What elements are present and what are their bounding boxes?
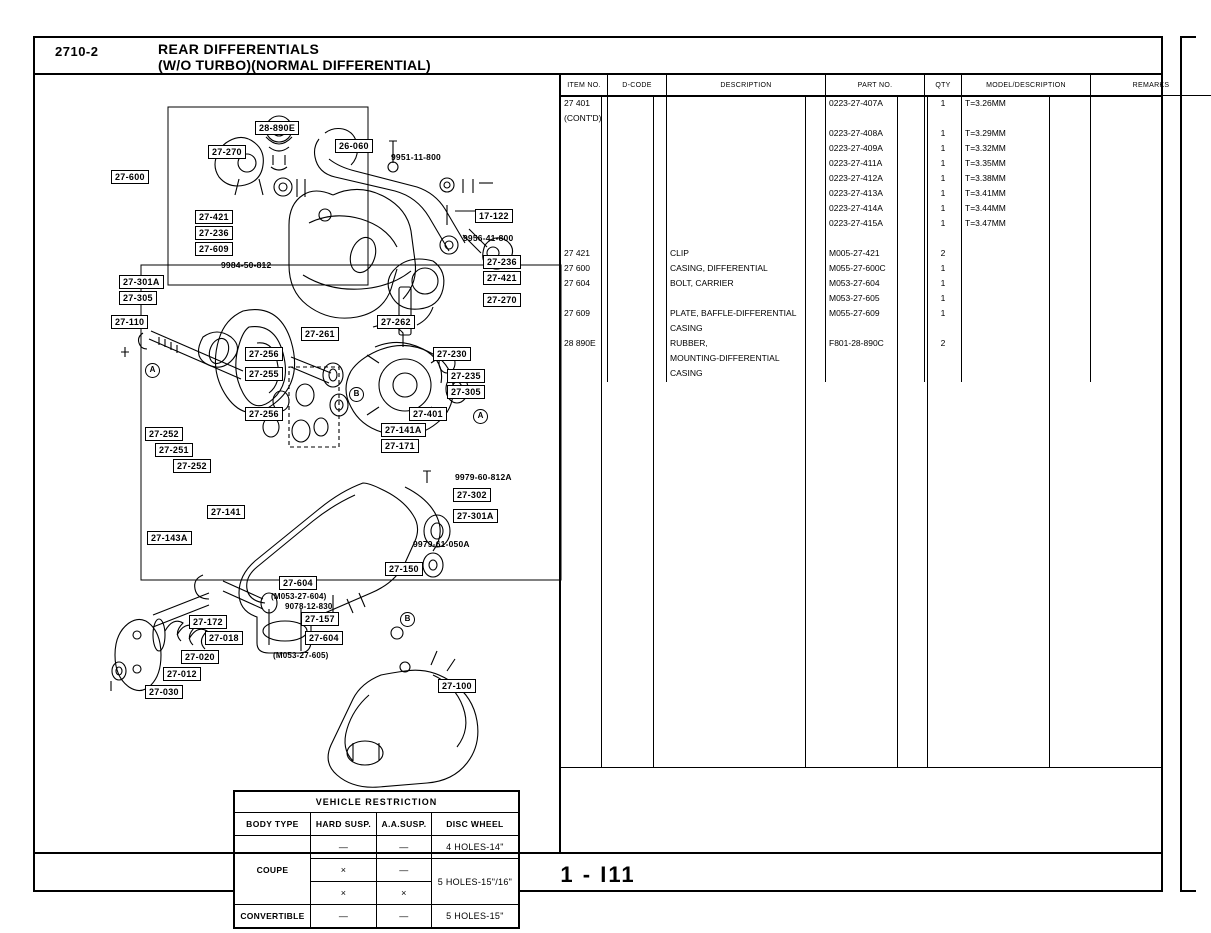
cell-d-code [608, 172, 667, 187]
page-title [158, 41, 431, 73]
cell-d-code [608, 232, 667, 247]
cell-qty: 1 [925, 157, 962, 172]
cell-model [962, 112, 1091, 127]
restriction-hard: × [310, 859, 376, 882]
callout-27-157: 27-157 [301, 612, 339, 626]
restriction-aa: — [377, 859, 432, 882]
callout-28-890e: 28-890E [255, 121, 299, 135]
cell-item-no [561, 292, 608, 307]
cell-remarks [1091, 292, 1211, 307]
cell-remarks [1091, 127, 1211, 142]
cell-qty [925, 352, 962, 367]
cell-description [667, 202, 826, 217]
cell-qty: 1 [925, 217, 962, 232]
cell-remarks [1091, 157, 1211, 172]
callout-m053-27-605: (M053-27-605) [273, 651, 329, 660]
cell-part-no: M053-27-605 [826, 292, 925, 307]
callout-27-609: 27-609 [195, 242, 233, 256]
cell-description [667, 172, 826, 187]
cell-item-no [561, 352, 608, 367]
callout-27-301a-right: 27-301A [453, 509, 498, 523]
cell-remarks [1091, 277, 1211, 292]
restriction-body-type: CONVERTIBLE [235, 905, 311, 928]
table-row [561, 352, 1211, 367]
cell-item-no [561, 142, 608, 157]
cell-description [667, 217, 826, 232]
callout-27-251: 27-251 [155, 443, 193, 457]
cell-d-code [608, 367, 667, 382]
cell-item-no [561, 217, 608, 232]
cell-d-code [608, 217, 667, 232]
cell-d-code [608, 352, 667, 367]
callout-27-305-right: 27-305 [447, 385, 485, 399]
restriction-wheel: 5 HOLES-15"/16" [431, 859, 518, 905]
cell-item-no [561, 172, 608, 187]
callout-27-172: 27-172 [189, 615, 227, 629]
table-row [561, 307, 1211, 322]
cell-qty [925, 232, 962, 247]
table-row [561, 172, 1211, 187]
callout-27-604-upper: 27-604 [279, 576, 317, 590]
cell-qty [925, 112, 962, 127]
cell-remarks [1091, 142, 1211, 157]
cell-part-no [826, 322, 925, 337]
cell-qty: 2 [925, 247, 962, 262]
cell-part-no: 0223-27-409A [826, 142, 925, 157]
table-row [561, 187, 1211, 202]
cell-remarks [1091, 202, 1211, 217]
col-header-item-no: ITEM NO. [561, 75, 608, 96]
cell-description: PLATE, BAFFLE-DIFFERENTIAL [667, 307, 826, 322]
cell-d-code [608, 202, 667, 217]
cell-item-no [561, 202, 608, 217]
cell-part-no: F801-28-890C [826, 337, 925, 352]
cell-item-no: 27 604 [561, 277, 608, 292]
cell-part-no [826, 352, 925, 367]
cell-part-no: 0223-27-412A [826, 172, 925, 187]
cell-remarks [1091, 112, 1211, 127]
cell-remarks [1091, 97, 1211, 112]
restriction-body-type: COUPE [235, 836, 311, 905]
col-header-model-description: MODEL/DESCRIPTION [962, 75, 1091, 96]
cell-description [667, 187, 826, 202]
page-title-line1: REAR DIFFERENTIALS [158, 41, 320, 57]
cell-qty: 1 [925, 292, 962, 307]
restriction-aa: — [377, 836, 432, 859]
callout-27-236-right: 27-236 [483, 255, 521, 269]
callout-27-012: 27-012 [163, 667, 201, 681]
cell-model [962, 262, 1091, 277]
parts-table-header [561, 75, 1170, 97]
cell-d-code [608, 247, 667, 262]
cell-part-no: 0223-27-407A [826, 97, 925, 112]
cell-part-no [826, 112, 925, 127]
cell-description: BOLT, CARRIER [667, 277, 826, 292]
restriction-title: VEHICLE RESTRICTION [235, 792, 519, 813]
callout-27-020: 27-020 [181, 650, 219, 664]
cell-model: T=3.26MM [962, 97, 1091, 112]
restriction-aa: — [377, 905, 432, 928]
table-row [561, 322, 1211, 337]
callout-27-150: 27-150 [385, 562, 423, 576]
table-row [561, 97, 1211, 112]
cell-item-no [561, 322, 608, 337]
cell-d-code [608, 307, 667, 322]
callout-27-171: 27-171 [381, 439, 419, 453]
cell-part-no: 0223-27-411A [826, 157, 925, 172]
callout-27-252-upper: 27-252 [145, 427, 183, 441]
cell-remarks [1091, 172, 1211, 187]
cell-item-no: 27 609 [561, 307, 608, 322]
callout-27-235: 27-235 [447, 369, 485, 383]
callout-27-270-top: 27-270 [208, 145, 246, 159]
cell-d-code [608, 157, 667, 172]
cell-d-code [608, 142, 667, 157]
callout-27-256-upper: 27-256 [245, 347, 283, 361]
cell-d-code [608, 127, 667, 142]
cell-part-no: 0223-27-414A [826, 202, 925, 217]
cell-model: T=3.32MM [962, 142, 1091, 157]
cell-description: CASING [667, 322, 826, 337]
cell-qty: 1 [925, 172, 962, 187]
cell-description: CLIP [667, 247, 826, 262]
table-row [561, 217, 1211, 232]
cell-qty: 2 [925, 337, 962, 352]
cell-description [667, 142, 826, 157]
cell-model [962, 277, 1091, 292]
cell-model: T=3.29MM [962, 127, 1091, 142]
cell-qty: 1 [925, 97, 962, 112]
cell-item-no [561, 157, 608, 172]
cell-d-code [608, 187, 667, 202]
cell-model: T=3.38MM [962, 172, 1091, 187]
cell-part-no: M055-27-600C [826, 262, 925, 277]
callout-27-302: 27-302 [453, 488, 491, 502]
callout-27-262: 27-262 [377, 315, 415, 329]
cell-item-no [561, 367, 608, 382]
callout-27-600: 27-600 [111, 170, 149, 184]
cell-model [962, 352, 1091, 367]
restriction-aa: × [377, 882, 432, 905]
cell-model [962, 232, 1091, 247]
callout-9979-60-812a: 9979-60-812A [455, 472, 512, 482]
cell-description: CASING [667, 367, 826, 382]
callout-27-401: 27-401 [409, 407, 447, 421]
callout-27-255: 27-255 [245, 367, 283, 381]
restriction-header-aa: A.A.SUSP. [377, 813, 432, 836]
callout-17-122: 17-122 [475, 209, 513, 223]
cell-part-no: 0223-27-415A [826, 217, 925, 232]
cell-part-no: 0223-27-413A [826, 187, 925, 202]
cell-description: MOUNTING-DIFFERENTIAL [667, 352, 826, 367]
col-header-d-code: D-CODE [608, 75, 667, 96]
callout-9956-41-800: 9956-41-800 [463, 233, 514, 243]
section-mark-b-left: B [349, 387, 364, 402]
cell-item-no [561, 232, 608, 247]
callout-27-230: 27-230 [433, 347, 471, 361]
table-row [561, 202, 1211, 217]
col-header-qty: QTY [925, 75, 962, 96]
restriction-wheel: 5 HOLES-15" [431, 905, 518, 928]
section-mark-a-right: A [473, 409, 488, 424]
cell-part-no: M055-27-609 [826, 307, 925, 322]
cell-remarks [1091, 217, 1211, 232]
callout-9979-61-050a: 9979-61-050A [413, 539, 470, 549]
cell-qty: 1 [925, 307, 962, 322]
table-row [561, 247, 1211, 262]
cell-qty: 1 [925, 187, 962, 202]
page-header [33, 36, 1163, 75]
table-row [561, 292, 1211, 307]
callout-27-236-left: 27-236 [195, 226, 233, 240]
callout-27-100: 27-100 [438, 679, 476, 693]
callout-27-301a-left: 27-301A [119, 275, 164, 289]
cell-description: RUBBER, [667, 337, 826, 352]
cell-qty: 1 [925, 202, 962, 217]
cell-model [962, 247, 1091, 262]
callout-27-110: 27-110 [111, 315, 148, 329]
restriction-header-hard: HARD SUSP. [310, 813, 376, 836]
section-mark-b-right: B [400, 612, 415, 627]
table-row [561, 262, 1211, 277]
table-row [561, 337, 1211, 352]
cell-part-no: M005-27-421 [826, 247, 925, 262]
callout-9951-11-800: 9951-11-800 [391, 152, 441, 162]
cell-description [667, 97, 826, 112]
cell-model: T=3.35MM [962, 157, 1091, 172]
cell-item-no: 27 401 [561, 97, 608, 112]
cell-model [962, 367, 1091, 382]
callout-27-256-lower: 27-256 [245, 407, 283, 421]
cell-description: CASING, DIFFERENTIAL [667, 262, 826, 277]
cell-model [962, 292, 1091, 307]
page-number: 1 - I11 [560, 862, 636, 887]
exploded-diagram [33, 75, 561, 921]
cell-model: T=3.41MM [962, 187, 1091, 202]
callout-27-141: 27-141 [207, 505, 245, 519]
restriction-hard: — [310, 905, 376, 928]
parts-table-body [561, 97, 1163, 768]
cell-d-code [608, 337, 667, 352]
callout-27-261: 27-261 [301, 327, 339, 341]
callout-27-421-left: 27-421 [195, 210, 233, 224]
restriction-row [235, 905, 519, 928]
cell-item-no: 27 600 [561, 262, 608, 277]
cell-part-no [826, 232, 925, 247]
callout-27-141a: 27-141A [381, 423, 426, 437]
callout-27-305-left: 27-305 [119, 291, 157, 305]
cell-description [667, 112, 826, 127]
callout-27-252-lower: 27-252 [173, 459, 211, 473]
cell-d-code [608, 322, 667, 337]
cell-item-no [561, 127, 608, 142]
section-mark-a-left: A [145, 363, 160, 378]
cell-part-no: 0223-27-408A [826, 127, 925, 142]
callout-27-270-right: 27-270 [483, 293, 521, 307]
table-row [561, 367, 1211, 382]
callout-27-018: 27-018 [205, 631, 243, 645]
cell-remarks [1091, 262, 1211, 277]
table-row [561, 112, 1211, 127]
restriction-hard: × [310, 882, 376, 905]
cell-description [667, 157, 826, 172]
restriction-wheel: 4 HOLES-14" [431, 836, 518, 859]
col-header-description: DESCRIPTION [667, 75, 826, 96]
callout-27-604-lower: 27-604 [305, 631, 343, 645]
callout-9078-12-830: 9078-12-830 [285, 602, 333, 611]
cell-description [667, 292, 826, 307]
cell-item-no: (CONT'D) [561, 112, 608, 127]
cell-item-no: 28 890E [561, 337, 608, 352]
page-title-line2: (W/O TURBO)(NORMAL DIFFERENTIAL) [158, 57, 431, 73]
parts-list [561, 75, 1170, 852]
cell-d-code [608, 277, 667, 292]
cell-model: T=3.47MM [962, 217, 1091, 232]
callout-27-030: 27-030 [145, 685, 183, 699]
callout-27-143a: 27-143A [147, 531, 192, 545]
cell-qty: 1 [925, 262, 962, 277]
restriction-header-body: BODY TYPE [235, 813, 311, 836]
callout-9984-50-812: 9984-50-812 [221, 260, 272, 270]
table-row [561, 232, 1211, 247]
cell-remarks [1091, 247, 1211, 262]
table-row [561, 157, 1211, 172]
cell-d-code [608, 292, 667, 307]
callout-m053-27-604: (M053-27-604) [271, 592, 327, 601]
cell-description [667, 232, 826, 247]
cell-remarks [1091, 367, 1211, 382]
cell-model [962, 307, 1091, 322]
cell-item-no: 27 421 [561, 247, 608, 262]
section-code: 2710-2 [55, 44, 99, 59]
cell-model: T=3.44MM [962, 202, 1091, 217]
cell-qty [925, 367, 962, 382]
col-header-part-no: PART NO. [826, 75, 925, 96]
cell-qty: 1 [925, 127, 962, 142]
cell-qty: 1 [925, 277, 962, 292]
callout-26-060: 26-060 [335, 139, 373, 153]
cell-remarks [1091, 187, 1211, 202]
cell-d-code [608, 112, 667, 127]
table-row [561, 127, 1211, 142]
cell-remarks [1091, 352, 1211, 367]
cell-remarks [1091, 337, 1211, 352]
cell-qty [925, 322, 962, 337]
page-footer [33, 852, 1163, 892]
cell-d-code [608, 262, 667, 277]
restriction-hard: — [310, 836, 376, 859]
cell-item-no [561, 187, 608, 202]
cell-qty: 1 [925, 142, 962, 157]
cell-part-no [826, 367, 925, 382]
cell-remarks [1091, 307, 1211, 322]
cell-d-code [608, 97, 667, 112]
cell-remarks [1091, 322, 1211, 337]
table-row [561, 142, 1211, 157]
cell-model [962, 337, 1091, 352]
table-row [561, 277, 1211, 292]
callout-27-421-right: 27-421 [483, 271, 521, 285]
cell-model [962, 322, 1091, 337]
cell-remarks [1091, 232, 1211, 247]
restriction-header-wheel: DISC WHEEL [431, 813, 518, 836]
cell-part-no: M053-27-604 [826, 277, 925, 292]
col-header-remarks: REMARKS [1091, 75, 1211, 96]
cell-description [667, 127, 826, 142]
